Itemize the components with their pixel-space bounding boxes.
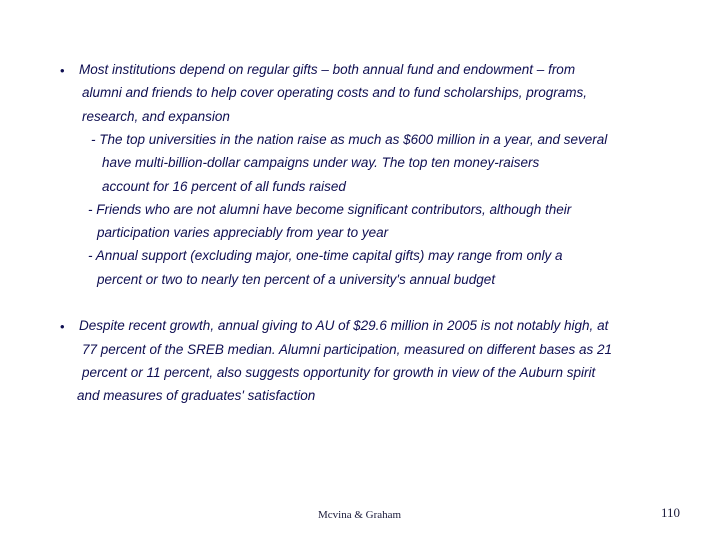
page-number: 110: [661, 505, 681, 520]
bullet-marker: •: [60, 319, 65, 334]
sub-item-2-line-1: - Friends who are not alumni have become significant contributors, although their: [88, 202, 572, 217]
sub-item-1-line-3: account for 16 percent of all funds raised: [102, 179, 346, 194]
sub-item-2-line-2: participation varies appreciably from year to year: [97, 225, 389, 240]
sub-item-1-line-1: - The top universities in the nation raise as much as $600 million in a year, and several: [91, 132, 608, 147]
bullet-2-line-3: percent or 11 percent, also suggests opportunity for growth in view of the Auburn spirit: [82, 365, 596, 380]
sub-item-1-line-2: have multi-billion-dollar campaigns under way. The top ten money-raisers: [102, 155, 540, 170]
footer-author: Mcvina & Graham: [318, 509, 402, 521]
bullet-2-line-1: Despite recent growth, annual giving to AU of $29.6 million in 2005 is not notably high, at: [79, 318, 609, 333]
sub-item-3-line-2: percent or two to nearly ten percent of a university's annual budget: [97, 272, 496, 287]
bullet-2-line-2: 77 percent of the SREB median. Alumni participation, measured on different bases as 21: [82, 342, 613, 357]
sub-item-3-line-1: - Annual support (excluding major, one-time capital gifts) may range from only a: [88, 248, 563, 263]
bullet-2-line-4: and measures of graduates' satisfaction: [77, 388, 316, 403]
bullet-1-line-3: research, and expansion: [82, 109, 230, 124]
bullet-1-line-2: alumni and friends to help cover operating costs and to fund scholarships, programs,: [82, 85, 588, 100]
bullet-1-line-1: Most institutions depend on regular gifts – both annual fund and endowment – from: [79, 62, 576, 77]
bullet-marker: •: [60, 63, 65, 78]
